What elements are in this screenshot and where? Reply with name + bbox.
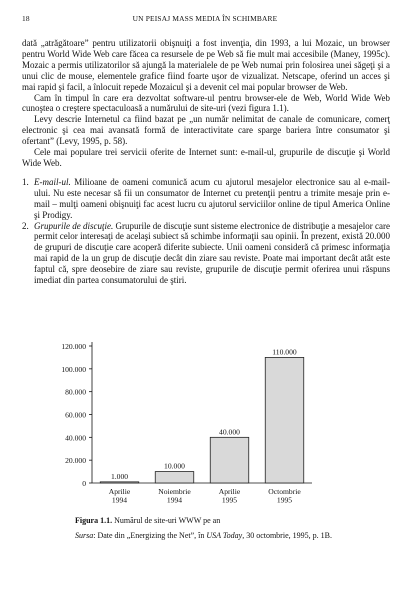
y-tick-label: 0 xyxy=(82,479,86,488)
source-text: : Date din „Energizing the Net”, în xyxy=(93,531,207,540)
y-tick-label: 40.000 xyxy=(65,433,86,443)
x-tick-label: Octombrie xyxy=(268,487,301,496)
x-tick-label: 1994 xyxy=(166,495,183,505)
bar-value-label: 40.000 xyxy=(219,427,240,437)
paragraph: Cam în timpul în care era dezvoltat software-ul pentru browser-ele de Web, World Wide Web cunoştea o creştere spectaculoasă a numărului de site-uri (vezi figura 1.1). xyxy=(22,92,390,114)
list-number: 1. xyxy=(22,176,29,187)
source-label: Sursa xyxy=(75,531,94,540)
list-item xyxy=(22,177,390,221)
bar-chart xyxy=(22,330,322,512)
page-number: 18 xyxy=(22,14,30,23)
x-tick-label: Noiembrie xyxy=(158,487,191,496)
bar-value-label: 1.000 xyxy=(110,471,129,481)
y-tick-label: 60.000 xyxy=(65,410,86,420)
x-tick-label: 1994 xyxy=(111,495,128,505)
list-term: E-mail-ul. xyxy=(34,176,71,187)
y-tick-label: 20.000 xyxy=(65,456,86,466)
bar xyxy=(155,472,194,483)
list-term: Grupurile de discuţie. xyxy=(34,220,114,231)
y-tick-label: 80.000 xyxy=(65,387,86,397)
paragraph: Levy descrie Internetul ca fiind bazat pe „un număr nelimitat de canale de comunicare, comerţ electronic şi cea mai avansată formă de interactivitate care sparge bariera între consumator şi ofertant” (Levy, 1995, p. 58). xyxy=(22,114,390,147)
bar xyxy=(265,357,304,483)
x-tick-label: Aprilie xyxy=(108,487,131,496)
y-tick-label: 120.000 xyxy=(61,342,86,351)
bar xyxy=(100,482,139,483)
list-number: 2. xyxy=(22,220,29,231)
bar xyxy=(210,437,249,483)
list-item xyxy=(22,221,390,286)
y-tick-label: 100.000 xyxy=(61,364,86,374)
page-header xyxy=(22,14,388,28)
figure-caption xyxy=(75,516,385,526)
bar-value-label: 10.000 xyxy=(164,461,185,471)
list-text: Grupurile de discuţie sunt sisteme electronice de distribuţie a mesajelor care permit celor interesaţi de acelaşi subiect să schimbe informaţii sau opinii. În prezent, există 20.000 de grupuri de discuţie care acoperă diferite subiecte. Unii oameni consideră că primesc informaţia mai rapid de la un grup de discuţie decât din ziare sau reviste. Poate mai important decât atât este faptul că, spre deosebire de ziare sau reviste, grupurile de discuţie permit oferirea unui răspuns imediat din partea consumatorului de ştiri. xyxy=(34,220,390,286)
services-list xyxy=(22,177,390,286)
figure-source xyxy=(75,531,385,542)
x-tick-label: 1995 xyxy=(221,495,238,505)
source-journal: USA Today xyxy=(206,531,243,540)
list-text: Milioane de oameni comunică acum cu ajutorul mesajelor electronice sau al e-mail-ului. Nu este necesar să fii un consumator de Internet cu pretenţii pentru a trimite mesaje prin e-mail – mulţi oameni obişnuiţi fac acest lucru cu ajutorul serviciilor online de tipul America Online şi Prodigy. xyxy=(34,176,390,220)
caption-text: Numărul de site-uri WWW pe an xyxy=(112,516,221,525)
body-text xyxy=(22,38,390,286)
figure-label: Figura 1.1. xyxy=(75,516,113,525)
x-tick-label: 1995 xyxy=(276,495,293,505)
source-text-end: , 30 octombrie, 1995, p. 1B. xyxy=(242,531,332,540)
bar-value-label: 110.000 xyxy=(272,347,297,357)
x-tick-label: Aprilie xyxy=(218,487,241,496)
paragraph: dată „atrăgătoare” pentru utilizatorii obişnuiţi a fost invenţia, din 1993, a lui Mozaic, un browser pentru World Wide Web care făcea ca resursele de pe Web să fie mult mai accesibile (Maney, 1995c). Mozaic a permis utilizatorilor să ajungă la materialele de pe Web numai prin folosirea unei săgeţi şi a unui clic de mouse, elementele grafice fiind foarte uşor de vizualizat. Netscape, oferind un acces şi mai rapid şi facil, a înlocuit repede Mozaicul şi a devenit cel mai popular browser de Web. xyxy=(22,38,390,92)
paragraph: Cele mai populare trei servicii oferite de Internet sunt: e-mail-ul, grupurile de discuţie şi World Wide Web. xyxy=(22,147,390,168)
running-title: UN PEISAJ MASS MEDIA ÎN SCHIMBARE xyxy=(132,14,278,23)
